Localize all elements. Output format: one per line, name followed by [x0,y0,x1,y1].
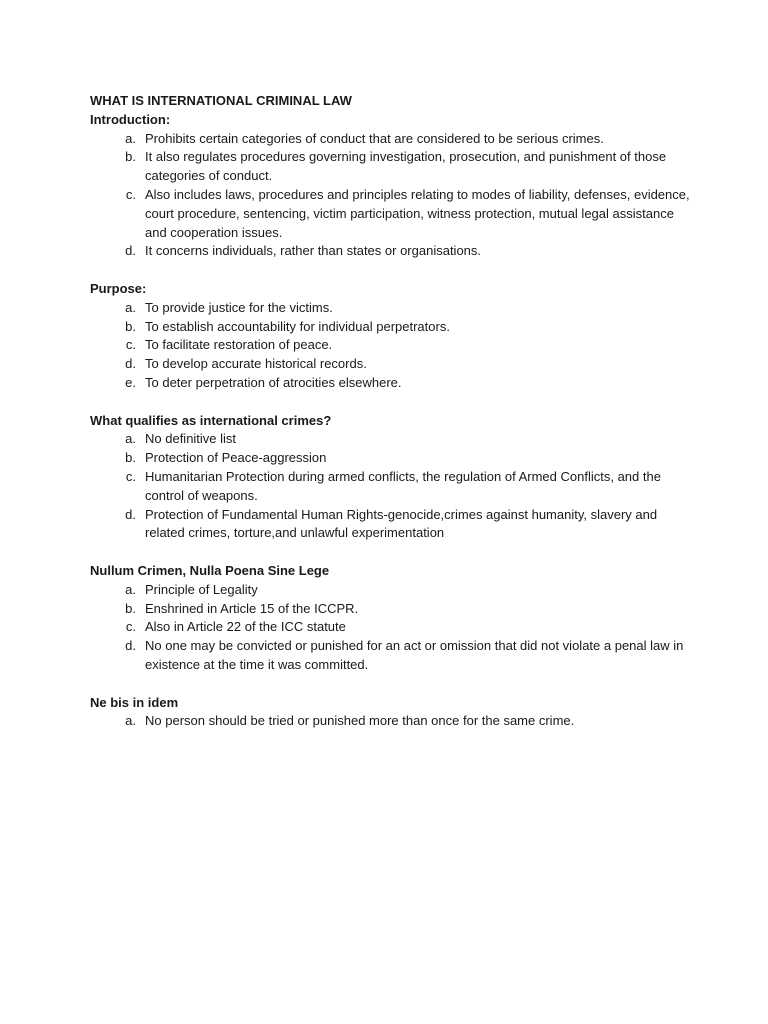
list-marker: c. [125,186,136,202]
list-marker: a. [125,299,136,315]
list-item [90,506,690,544]
list-marker: d. [125,243,136,259]
list-item [90,336,690,355]
list-marker: c. [125,619,136,635]
list-marker: c. [125,468,136,484]
section-heading: Nullum Crimen, Nulla Poena Sine Lege [90,562,330,578]
list-item-text: No person should be tried or punished more than once for the same crime. [145,713,575,729]
list-item-text: It also regulates procedures governing investigation, prosecution, and punishment of those categories of conduct. [145,149,667,184]
list-item-text: Principle of Legality [145,581,258,597]
list-item-text: No one may be convicted or punished for an act or omission that did not violate a penal law in existence at the time it was committed. [145,638,684,672]
section [90,562,690,675]
list-item-text: To develop accurate historical records. [145,356,367,372]
section [90,412,690,544]
list-item [90,449,690,468]
list-item [90,374,690,393]
list-item [90,468,690,506]
section [90,280,690,393]
section-list [90,581,690,675]
list-item [90,637,690,675]
list-marker: a. [125,431,136,447]
list-item [90,355,690,374]
list-item-text: Protection of Fundamental Human Rights-genocide,crimes against humanity, slavery and related crimes, torture,and unlawful experimentation [145,506,658,541]
list-item-text: Humanitarian Protection during armed conflicts, the regulation of Armed Conflicts, and the control of weapons. [145,468,661,503]
list-marker: a. [125,713,136,729]
section [90,111,690,261]
list-marker: a. [125,581,136,597]
list-item-text: Protection of Peace-aggression [145,450,327,466]
list-item-text: To establish accountability for individual perpetrators. [145,318,450,334]
section-heading: Ne bis in idem [90,694,179,710]
list-item-text: Also in Article 22 of the ICC statute [145,619,346,635]
list-marker: d. [125,356,136,372]
list-marker: b. [125,318,136,334]
section-heading: What qualifies as international crimes? [90,412,332,428]
list-marker: c. [125,337,136,353]
list-marker: b. [125,450,136,466]
list-marker: e. [125,374,136,390]
list-item [90,299,690,318]
section [90,694,690,732]
list-item [90,186,690,242]
document-sections [90,111,690,731]
list-item [90,318,690,337]
section-heading: Introduction: [90,111,171,127]
section-list [90,299,690,393]
section-heading: Purpose: [90,280,147,296]
list-item [90,618,690,637]
list-marker: d. [125,506,136,522]
list-marker: a. [125,130,136,146]
list-item [90,581,690,600]
list-item-text: Enshrined in Article 15 of the ICCPR. [145,600,359,616]
section-list [90,430,690,543]
list-marker: b. [125,600,136,616]
list-item [90,712,690,731]
list-marker: d. [125,638,136,654]
list-marker: b. [125,149,136,165]
document-title: WHAT IS INTERNATIONAL CRIMINAL LAW [90,93,352,108]
section-list [90,130,690,262]
list-item-text: Also includes laws, procedures and principles relating to modes of liability, defenses, evidence, court procedure, sentencing, victim participation, witness protection, mutual legal assistance and cooperation issues. [145,186,690,240]
list-item [90,600,690,619]
list-item-text: No definitive list [145,431,237,447]
list-item-text: To provide justice for the victims. [145,299,333,315]
list-item [90,430,690,449]
list-item-text: It concerns individuals, rather than states or organisations. [145,243,482,259]
list-item [90,130,690,149]
list-item [90,242,690,261]
list-item-text: Prohibits certain categories of conduct that are considered to be serious crimes. [145,130,604,146]
document-page [90,92,690,750]
list-item [90,148,690,186]
section-list [90,712,690,731]
list-item-text: To facilitate restoration of peace. [145,337,333,353]
list-item-text: To deter perpetration of atrocities elsewhere. [145,374,402,390]
